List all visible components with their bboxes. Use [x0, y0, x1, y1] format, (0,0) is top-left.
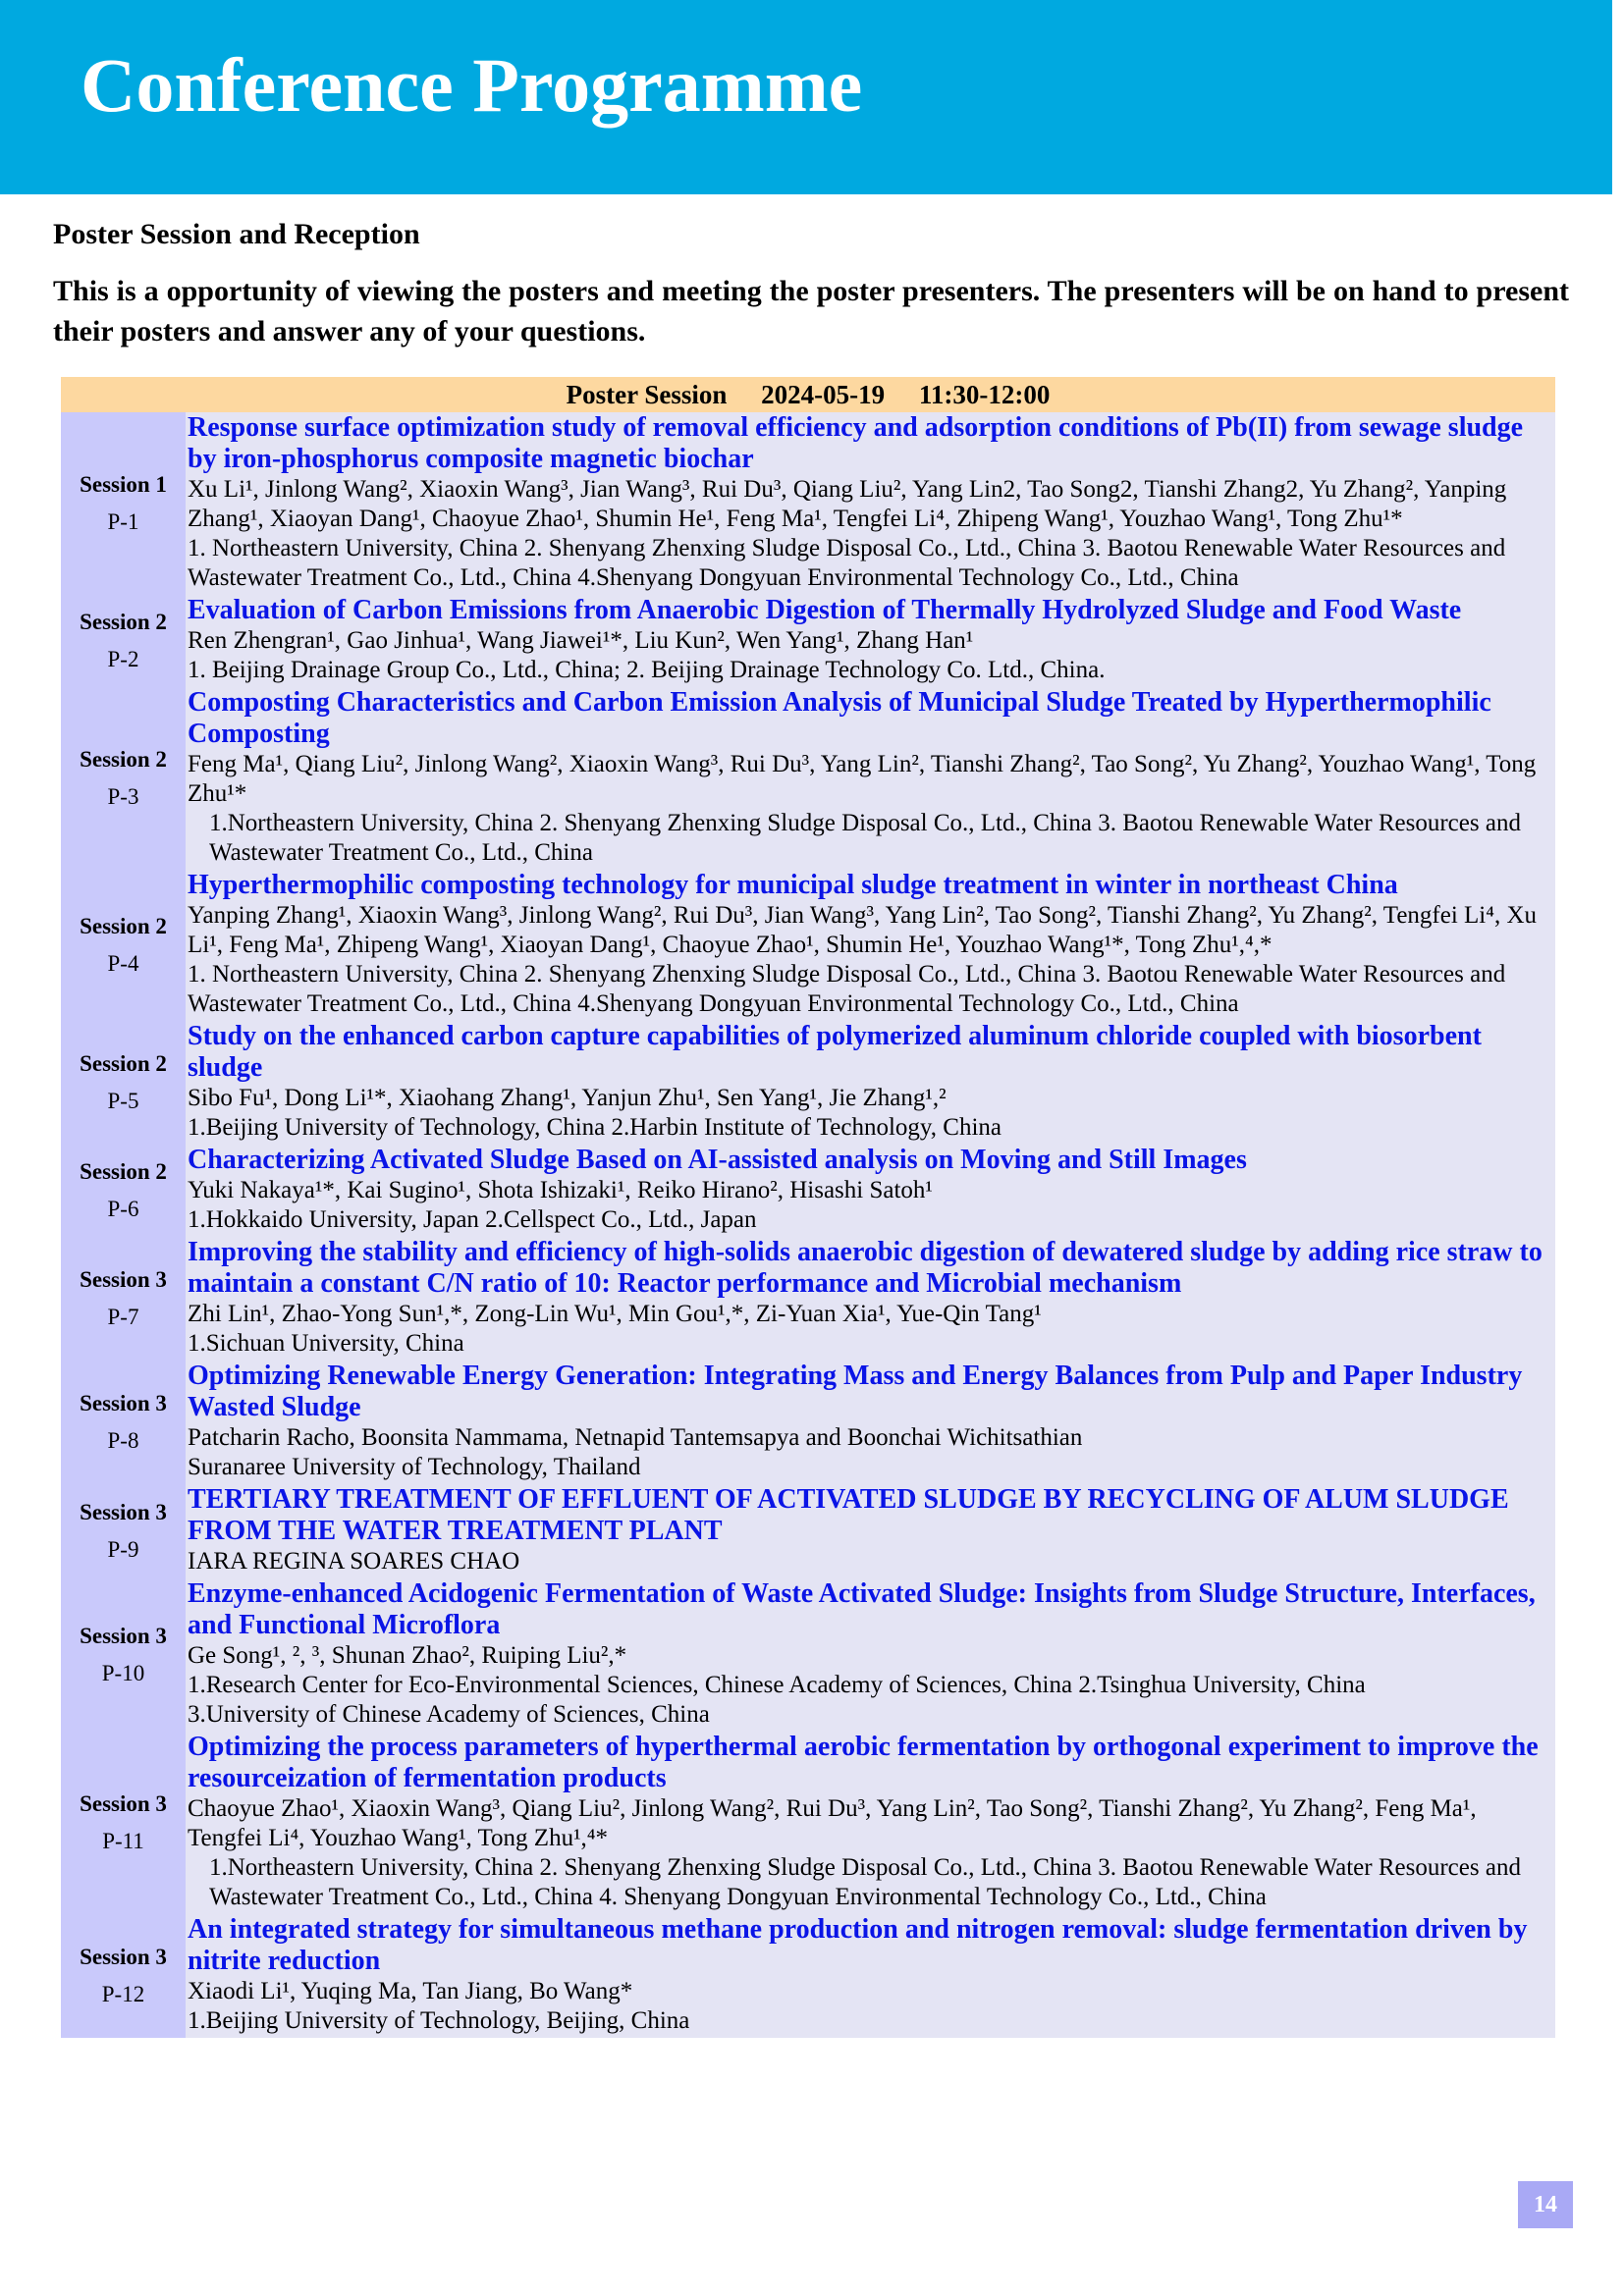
poster-affiliation: 1. Northeastern University, China 2. Shenyang Zhenxing Sludge Disposal Co., Ltd., China 3. Baotou Renewable Water Resources and Wastewater Treatment Co., Ltd., China 4.Shenyang Dongyuan Environmental Technology Co., Ltd., China — [188, 961, 1506, 1017]
poster-details-cell — [186, 1361, 1555, 1484]
poster-session-cell — [61, 1361, 186, 1484]
poster-affiliation: 1. Beijing Drainage Group Co., Ltd., China; 2. Beijing Drainage Technology Co. Ltd., China. — [188, 657, 1106, 683]
header-time: 11:30-12:00 — [918, 380, 1051, 409]
poster-details-cell — [186, 1237, 1555, 1361]
poster-session-cell — [61, 1914, 186, 2038]
poster-session-cell — [61, 1237, 186, 1361]
poster-authors: Xu Li¹, Jinlong Wang², Xiaoxin Wang³, Jian Wang³, Rui Du³, Qiang Liu², Yang Lin2, Tao Song2, Tianshi Zhang2, Yu Zhang², Yanping Zhang¹, Xiaoyan Dang¹, Chaoyue Zhao¹, Shumin He¹, Feng Ma¹, Tengfei Li⁴, Zhipeng Wang¹, Youzhao Wang¹, Tong Zhu¹* — [188, 476, 1507, 532]
poster-details-cell — [186, 687, 1555, 870]
poster-title: An integrated strategy for simultaneous methane production and nitrogen removal: sludge fermentation driven by nitrite reduction — [188, 1914, 1528, 1976]
poster-title: Improving the stability and efficiency of high-solids anaerobic digestion of dewatered sludge by adding rice straw to maintain a constant C/N ratio of 10: Reactor performance and Microbial mechanism — [188, 1237, 1543, 1299]
poster-session-label: Session 2 — [80, 1159, 167, 1184]
poster-id: P-3 — [107, 784, 139, 809]
header-date: 2024-05-19 — [761, 380, 886, 409]
poster-authors: Patcharin Racho, Boonsita Nammama, Netnapid Tantemsapya and Boonchai Wichitsathian — [188, 1424, 1083, 1451]
title-banner — [0, 0, 1612, 194]
poster-title: Characterizing Activated Sludge Based on AI-assisted analysis on Moving and Still Images — [188, 1145, 1247, 1175]
poster-session-label: Session 3 — [80, 1391, 167, 1415]
poster-row — [61, 1021, 1555, 1145]
poster-row — [61, 595, 1555, 687]
poster-id: P-2 — [107, 647, 139, 671]
poster-details-cell — [186, 1914, 1555, 2038]
poster-title: TERTIARY TREATMENT OF EFFLUENT OF ACTIVATED SLUDGE BY RECYCLING OF ALUM SLUDGE FROM THE WATER TREATMENT PLANT — [188, 1484, 1509, 1546]
poster-title: Hyperthermophilic composting technology for municipal sludge treatment in winter in northeast China — [188, 870, 1398, 900]
page-number: 14 — [1518, 2181, 1573, 2228]
poster-session-label: Session 2 — [80, 747, 167, 772]
poster-session-cell — [61, 1145, 186, 1237]
table-header-row — [61, 377, 1555, 412]
intro-paragraph: This is a opportunity of viewing the posters and meeting the poster presenters. The presenters will be on hand to present their posters and answer any of your questions. — [53, 275, 1569, 347]
poster-authors: Chaoyue Zhao¹, Xiaoxin Wang³, Qiang Liu², Jinlong Wang², Rui Du³, Yang Lin², Tao Song², Tianshi Zhang², Yu Zhang², Feng Ma¹, Tengfei Li⁴, Youzhao Wang¹, Tong Zhu¹,⁴* — [188, 1795, 1477, 1851]
poster-session-cell — [61, 1021, 186, 1145]
table-header — [61, 377, 1555, 412]
poster-id: P-4 — [107, 951, 139, 976]
poster-affiliation: Suranaree University of Technology, Thailand — [188, 1454, 641, 1480]
poster-affiliation: 1. Northeastern University, China 2. Shenyang Zhenxing Sludge Disposal Co., Ltd., China 3. Baotou Renewable Water Resources and Wastewater Treatment Co., Ltd., China 4.Shenyang Dongyuan Environmental Technology Co., Ltd., China — [188, 535, 1506, 591]
poster-title: Enzyme-enhanced Acidogenic Fermentation of Waste Activated Sludge: Insights from Sludge Structure, Interfaces, and Functional Microflora — [188, 1578, 1536, 1640]
poster-title: Optimizing the process parameters of hyperthermal aerobic fermentation by orthogonal experiment to improve the resourceization of fermentation products — [188, 1732, 1539, 1793]
poster-id: P-8 — [107, 1428, 139, 1453]
poster-session-label: Session 3 — [80, 1945, 167, 1969]
poster-details-cell — [186, 1021, 1555, 1145]
poster-authors: Yuki Nakaya¹*, Kai Sugino¹, Shota Ishizaki¹, Reiko Hirano², Hisashi Satoh¹ — [188, 1177, 933, 1203]
poster-programme-table — [61, 377, 1555, 2038]
poster-authors: Zhi Lin¹, Zhao-Yong Sun¹,*, Zong-Lin Wu¹, Min Gou¹,*, Zi-Yuan Xia¹, Yue-Qin Tang¹ — [188, 1301, 1042, 1327]
poster-details-cell — [186, 1145, 1555, 1237]
poster-id: P-10 — [101, 1661, 145, 1685]
poster-session-cell — [61, 1732, 186, 1914]
poster-session-label: Session 3 — [80, 1267, 167, 1292]
poster-affiliation: 1.Beijing University of Technology, Beijing, China — [188, 2007, 690, 2034]
poster-authors: Sibo Fu¹, Dong Li¹*, Xiaohang Zhang¹, Yanjun Zhu¹, Sen Yang¹, Jie Zhang¹,² — [188, 1085, 947, 1111]
poster-id: P-5 — [107, 1089, 139, 1113]
poster-authors: Xiaodi Li¹, Yuqing Ma, Tan Jiang, Bo Wang* — [188, 1978, 633, 2004]
poster-affiliation: 1.Northeastern University, China 2. Shenyang Zhenxing Sludge Disposal Co., Ltd., China 3. Baotou Renewable Water Resources and Wastewater Treatment Co., Ltd., China 4. Shenyang Dongyuan Environmental Technology Co., Ltd., China — [209, 1854, 1521, 1910]
poster-session-label: Session 3 — [80, 1791, 167, 1816]
poster-session-cell — [61, 412, 186, 595]
poster-row — [61, 1914, 1555, 2038]
poster-authors: Feng Ma¹, Qiang Liu², Jinlong Wang², Xiaoxin Wang³, Rui Du³, Yang Lin², Tianshi Zhang², Tao Song², Yu Zhang², Youzhao Wang¹, Tong Zhu¹* — [188, 751, 1537, 807]
poster-row — [61, 1732, 1555, 1914]
poster-row — [61, 1578, 1555, 1732]
section-heading: Poster Session and Reception — [53, 218, 420, 250]
poster-id: P-7 — [107, 1305, 139, 1329]
poster-row — [61, 1145, 1555, 1237]
page-title: Conference Programme — [81, 42, 863, 128]
poster-title: Evaluation of Carbon Emissions from Anaerobic Digestion of Thermally Hydrolyzed Sludge and Food Waste — [188, 595, 1462, 625]
poster-affiliation: 1.Sichuan University, China — [188, 1330, 464, 1357]
poster-authors: Ge Song¹, ², ³, Shunan Zhao², Ruiping Liu²,* — [188, 1642, 627, 1669]
poster-affiliation: 1.Hokkaido University, Japan 2.Cellspect Co., Ltd., Japan — [188, 1206, 757, 1233]
poster-row — [61, 1484, 1555, 1578]
poster-id: P-1 — [107, 509, 139, 534]
poster-details-cell — [186, 1732, 1555, 1914]
poster-session-label: Session 2 — [80, 610, 167, 634]
poster-session-label: Session 3 — [80, 1500, 167, 1524]
poster-session-cell — [61, 595, 186, 687]
poster-row — [61, 870, 1555, 1021]
poster-authors: IARA REGINA SOARES CHAO — [188, 1548, 520, 1575]
poster-title: Optimizing Renewable Energy Generation: Integrating Mass and Energy Balances from Pulp and Paper Industry Wasted Sludge — [188, 1361, 1523, 1422]
poster-id: P-6 — [107, 1197, 139, 1221]
poster-id: P-11 — [102, 1829, 144, 1853]
poster-title: Composting Characteristics and Carbon Emission Analysis of Municipal Sludge Treated by Hyperthermophilic Composting — [188, 687, 1491, 749]
poster-details-cell — [186, 870, 1555, 1021]
poster-id: P-9 — [107, 1537, 139, 1562]
poster-session-cell — [61, 687, 186, 870]
poster-session-label: Session 2 — [80, 914, 167, 938]
poster-id: P-12 — [101, 1982, 145, 2006]
poster-row — [61, 412, 1555, 595]
poster-details-cell — [186, 412, 1555, 595]
poster-rows — [61, 412, 1555, 2038]
poster-title: Study on the enhanced carbon capture capabilities of polymerized aluminum chloride coupled with biosorbent sludge — [188, 1021, 1482, 1083]
poster-affiliation: 3.University of Chinese Academy of Sciences, China — [188, 1701, 710, 1728]
poster-session-cell — [61, 870, 186, 1021]
poster-affiliation: 1.Beijing University of Technology, China 2.Harbin Institute of Technology, China — [188, 1114, 1002, 1141]
poster-details-cell — [186, 1484, 1555, 1578]
poster-row — [61, 1361, 1555, 1484]
poster-session-label: Session 2 — [80, 1051, 167, 1076]
poster-details-cell — [186, 595, 1555, 687]
poster-authors: Ren Zhengran¹, Gao Jinhua¹, Wang Jiawei¹*, Liu Kun², Wen Yang¹, Zhang Han¹ — [188, 627, 974, 654]
poster-row — [61, 687, 1555, 870]
poster-affiliation: 1.Northeastern University, China 2. Shenyang Zhenxing Sludge Disposal Co., Ltd., China 3. Baotou Renewable Water Resources and Wastewater Treatment Co., Ltd., China — [209, 810, 1521, 866]
poster-authors: Yanping Zhang¹, Xiaoxin Wang³, Jinlong Wang², Rui Du³, Jian Wang³, Yang Lin², Tao Song², Tianshi Zhang², Yu Zhang², Tengfei Li⁴, Xu Li¹, Feng Ma¹, Zhipeng Wang¹, Xiaoyan Dang¹, Chaoyue Zhao¹, Shumin He¹, Youzhao Wang¹*, Tong Zhu¹,⁴,* — [188, 902, 1538, 958]
poster-session-label: Session 1 — [80, 472, 167, 497]
header-session-label: Poster Session — [566, 380, 728, 409]
poster-session-cell — [61, 1578, 186, 1732]
poster-row — [61, 1237, 1555, 1361]
poster-affiliation: 1.Research Center for Eco-Environmental Sciences, Chinese Academy of Sciences, China 2.Tsinghua University, China — [188, 1672, 1366, 1698]
poster-session-cell — [61, 1484, 186, 1578]
poster-details-cell — [186, 1578, 1555, 1732]
poster-title: Response surface optimization study of removal efficiency and adsorption conditions of Pb(II) from sewage sludge by iron-phosphorus composite magnetic biochar — [188, 412, 1524, 474]
poster-session-label: Session 3 — [80, 1624, 167, 1648]
